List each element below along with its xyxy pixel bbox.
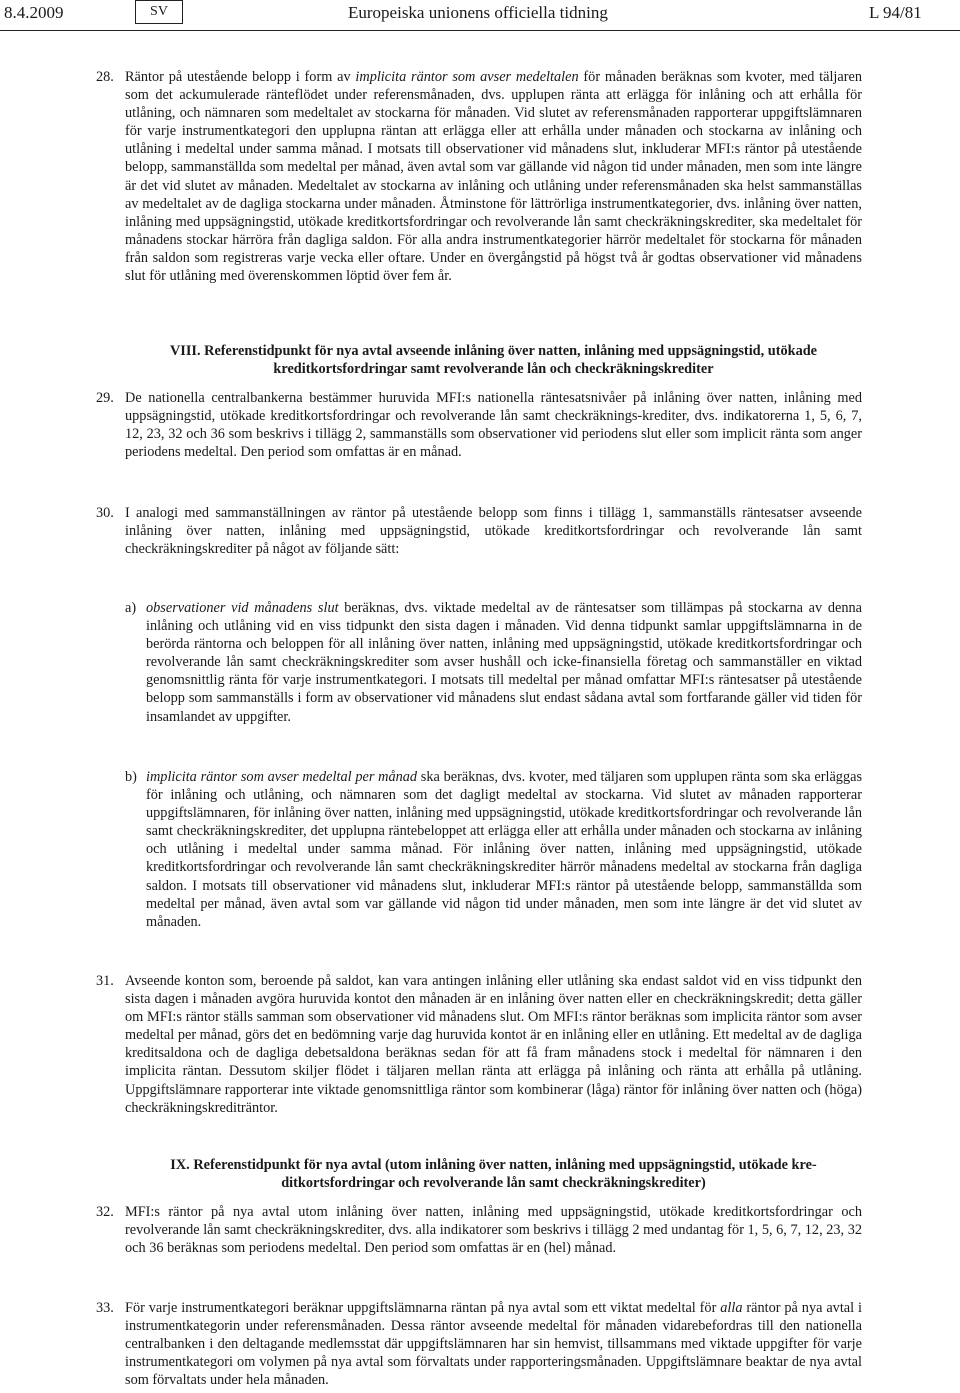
- text-run: För varje instrumentkategori beräknar uppgiftslämnarna räntan på nya avtal som ett viktat medeltal för: [125, 1300, 721, 1316]
- paragraph-number: 29.: [96, 390, 114, 406]
- paragraph-number: 31.: [96, 973, 114, 989]
- section-numeral: IX.: [170, 1157, 190, 1173]
- heading-line: ditkortsfordringar och revolverande lån samt checkräkningskrediter): [281, 1174, 706, 1191]
- list-item-text: [146, 768, 862, 931]
- paragraph-number: 28.: [96, 69, 114, 85]
- heading-text: Referenstidpunkt för nya avtal avseende inlåning över natten, inlåning med uppsägningstid, utökade: [204, 343, 818, 359]
- list-item-a: [125, 599, 862, 726]
- emphasis-text: alla: [720, 1300, 743, 1316]
- paragraph-32: [96, 1203, 862, 1257]
- paragraph-28: [96, 68, 862, 285]
- list-item-text: [146, 599, 862, 726]
- text-run: Räntor på utestående belopp i form av: [125, 69, 356, 85]
- paragraph-text: De nationella centralbankerna bestämmer huruvida MFI:s nationella räntesatsnivåer på inlåning över natten, inlåning med uppsägningstid, utökade kreditkortsfordringar och revolverande lån samt checkräknings-krediter, dvs. indikatorerna 1, 5, 6, 7, 12, 23, 32 och 36 som beskrivs i tillägg 2, sammanställs som observationer vid periodens slut eller som implicit ränta som anger periodens medeltal. Den period som omfattas är en månad.: [125, 390, 862, 461]
- text-run: räntor på nya avtal i instrumentkategorin under referensmånaden. Dessa räntor avseende medeltal för månaden vidarebefordras till den nationella centralbanken i den deltagande medlemsstat där uppgiftslämnaren har sin hemvist, tillsammans med viktade uppgifter för varje instrumentkategori om volymen på nya avtal som förvaltats under rapporteringsmånaden. Uppgiftslämnare beaktar de nya avtal som förvaltats under hela månaden.: [125, 1300, 862, 1389]
- emphasis-text: implicita räntor som avser medeltal per månad: [146, 769, 418, 785]
- publication-date: 8.4.2009: [4, 3, 64, 22]
- text-run: beräknas, dvs. viktade medeltal av de räntesatser som tillämpas på stockarna av denna inlåning och utlåning vid en viss tidpunkt den sista dagen i månaden. Vid denna tidpunkt samlar uppgiftslämnarna in de berörda räntorna och beloppen för all inlåning över natten, inlåning med uppsägningstid, utökade kreditkortsfordringar och revolverande lån samt checkräkningskrediter som avser hushåll och icke-finansiella företag och sammanställer en viktad genomsnittlig ränta för varje instrumentkategori. I motsats till medeltal per månad omfattar MFI:s räntesatser på utestående belopp som sammanställs i form av observationer vid månadens slut endast sådana avtal som fortfarande gäller vid tiden för insamlandet av uppgifter.: [146, 600, 862, 725]
- list-item-b: [125, 768, 862, 931]
- page-reference: L 94/81: [869, 3, 922, 22]
- heading-line: [125, 343, 862, 361]
- heading-line: [125, 1157, 862, 1175]
- paragraph-number: 33.: [96, 1300, 114, 1316]
- text-run: för månaden beräknas som kvoter, med täljaren som det ackumulerade ränteflödet under referensmånaden, dvs. upplupen ränta att erlägga för inlåning och att erhålla för utlåning, och nämnaren som medeltalet av stockarna för månaden. Vid slutet av referensmånaden rapporterar uppgiftslämnaren för varje instrumentkategori den upplupna räntan att erlägga eller att erhålla under månaden och stockarna av inlåning och utlåning i medeltal under samma månad. I motsats till observationer vid månadens slut, inkluderar MFI:s räntor på utestående belopp, sammanställda som medeltal per månad, även avtal som var gällande vid någon tid under månaden, men som inte längre är det vid slutet av månaden. Medeltalet av stockarna av inlåning och utlåning under referensmånaden ska helst sammanställas av medeltalet av de dagliga stockarna under månaden. Åtminstone för lättrörliga instrumentkategorier, dvs. inlåning över natten, inlåning med uppsägningstid, utökade kreditkortsfordringar och revolverande lån samt checkräkningskrediter, ska medeltalet för månadens stockar härröra från dagliga saldon. För alla andra instrumentkategorier härrör medeltalet för stockarna för månaden från saldon som registreras varje vecka eller oftare. Under en övergångstid på högst två år godtas observationer vid månadens slut för utlåning med överenskommen löptid över fem år.: [125, 69, 863, 285]
- paragraph-number: 30.: [96, 505, 114, 521]
- paragraph-30: [96, 504, 862, 558]
- paragraph-text: Avseende konton som, beroende på saldot, kan vara antingen inlåning eller utlåning ska endast saldot vid en viss tidpunkt den sista dagen i månaden avgöra huruvida kontot den månaden är en inlåning över natten eller en checkräkningskredit; detta gäller om MFI:s räntor ställs samman som observationer vid månadens slut. Om MFI:s räntor beräknas som implicita räntor som avser medeltal per månad, görs det en bedömning varje dag huruvida kontot är en inlåning eller en utlåning. Ett medeltal av de dagliga kreditsaldona och de dagliga debetsaldona beräknas sedan för att få fram månadens stock i medeltal för nämnaren i den implicita räntan. Dessutom skiljer flödet i täljaren mellan ränta att erlägga på inlåning och ränta att erhålla på utlåning. Uppgiftslämnare rapporterar inte viktade genomsnittliga räntor som kombinerar (låga) räntor för inlåning över natten och (höga) checkräkningskrediträntor.: [125, 973, 862, 1116]
- paragraph-31: [96, 972, 862, 1117]
- section-numeral: VIII.: [169, 343, 201, 359]
- list-marker: a): [125, 600, 137, 616]
- journal-title: Europeiska unionens officiella tidning: [348, 3, 608, 22]
- emphasis-text: observationer vid månadens slut: [146, 600, 339, 616]
- emphasis-text: implicita räntor som avser medeltalen: [355, 69, 579, 85]
- paragraph-text: I analogi med sammanställningen av räntor på utestående belopp som finns i tillägg 1, sammanställs räntesatser avseende inlåning över natten, inlåning med uppsägningstid, utökade kreditkortsfordringar och revolverande lån samt checkräkningskrediter på något av följande sätt:: [125, 505, 862, 558]
- paragraph-33: [96, 1299, 862, 1389]
- paragraph-29: [96, 389, 862, 461]
- paragraph-text: [125, 1299, 862, 1389]
- paragraph-text: [125, 68, 862, 285]
- page-header: [0, 0, 960, 32]
- language-badge: SV: [135, 0, 183, 24]
- heading-line: kreditkortsfordringar samt revolverande lån och checkräkningskrediter: [273, 360, 714, 377]
- paragraph-number: 32.: [96, 1204, 114, 1220]
- text-run: ska beräknas, dvs. kvoter, med täljaren som upplupen ränta som ska erläggas för inlåning och utlåning, och nämnaren som det dagligt medeltal av stockarna. Vid slutet av månaden rapporterar uppgiftslämnaren, för inlåning över natten, inlåning med uppsägningstid, utökade kreditkortsfordringar och revolverande lån samt checkräkningskrediter, det upplupna räntebeloppet att erlägga eller att erhålla under månaden och stockarna av inlåning och utlåning i medeltal under samma månad. För inlåning över natten, inlåning med uppsägningstid, utökade kreditkortsfordringar och revolverande lån samt checkräkningskrediter härrör månadens medeltal av stockarna från dagliga saldon. I motsats till observationer vid månadens slut, inkluderar MFI:s räntor på utestående belopp, sammanställda som medeltal per månad, även avtal som var gällande vid någon tid under månaden, men som inte längre är det vid slutet av månaden.: [146, 769, 863, 930]
- heading-text: Referenstidpunkt för nya avtal (utom inlåning över natten, inlåning med uppsägningstid, utökade kre-: [193, 1157, 817, 1173]
- header-divider: [0, 30, 960, 31]
- paragraph-text: MFI:s räntor på nya avtal utom inlåning över natten, inlåning med uppsägningstid, utökade kreditkortsfordringar och revolverande lån samt checkräkningskrediter, dvs. alla indikatorer som beskrivs i tillägg 2 med undantag för 1, 5, 6, 7, 12, 23, 32 och 36 beräknas som periodens medeltal. Den period som omfattas är en (hel) månad.: [125, 1204, 862, 1257]
- section-heading-ix: [125, 1157, 862, 1192]
- section-heading-viii: [125, 343, 862, 378]
- list-marker: b): [125, 769, 137, 785]
